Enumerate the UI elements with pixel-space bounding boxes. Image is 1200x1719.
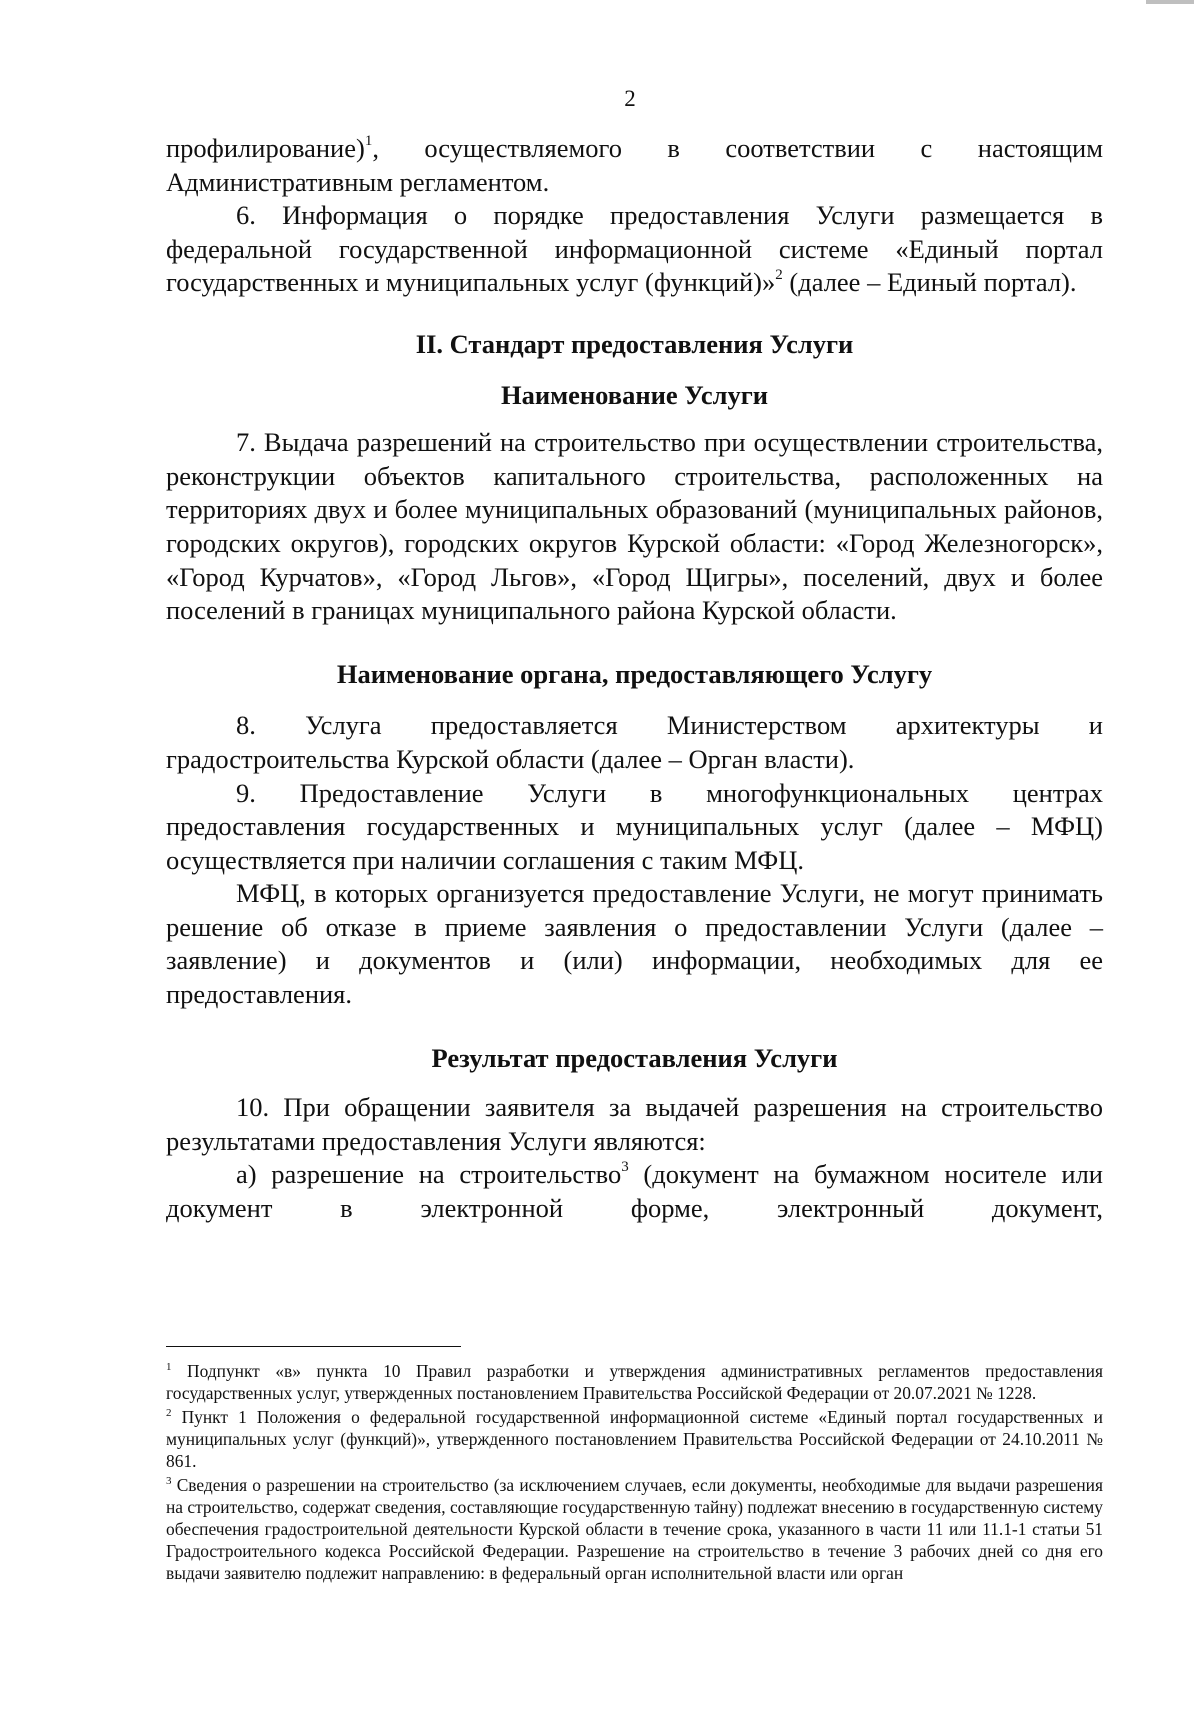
subsection-heading-authority: Наименование органа, предоставляющего Услугу — [336, 658, 933, 689]
footnote-ref-1: 1 — [364, 133, 373, 149]
footnote-text: Сведения о разрешении на строительство (за исключением случаев, если документы, необходимые для выдачи разрешения на строительство, содержат сведения, составляющие государственную тайну) подлежат внесению в государственную систему обеспечения градостроительной деятельности Курской области в течение срока, указанного в части 11 или 11.1-1 статьи 51 Градостроительного кодекса Российской Федерации. Разрешение на строительство в течение 3 рабочих дней со дня его выдачи заявителю подлежит направлению: в федеральный орган исполнительной власти или орган — [166, 1475, 1103, 1583]
footnote-mark: 1 — [166, 1361, 172, 1373]
footnote-mark: 2 — [166, 1407, 172, 1419]
paragraph-10: 10. При обращении заявителя за выдачей разрешения на строительство результатами предоставления Услуги являются: — [166, 1092, 1103, 1156]
paragraph-7: 7. Выдача разрешений на строительство при осуществлении строительства, реконструкции объектов капитального строительства, расположенных на территориях двух и более муниципальных образований (муниципальных районов, городских округов), городских округов Курской области: «Город Железногорск», «Город Курчатов», «Город Льгов», «Город Щигры», поселений, двух и более поселений в границах муниципального района Курской области. — [166, 427, 1103, 626]
paragraph-text: (далее – Единый портал). — [782, 267, 1077, 298]
footnotes — [166, 1360, 1103, 1586]
paragraph-text: а) разрешение на строительство — [236, 1159, 622, 1190]
scan-edge-mark — [1146, 0, 1194, 4]
paragraph-text: (документ на бумажном носителе или документ в электронной форме, электронный документ, — [166, 1159, 1103, 1224]
footnote-ref-3: 3 — [621, 1159, 629, 1176]
footnote-3 — [166, 1474, 1103, 1584]
paragraph-5-continuation — [166, 132, 1103, 199]
footnote-1 — [166, 1360, 1103, 1404]
footnote-separator — [166, 1346, 461, 1347]
section-heading: II. Стандарт предоставления Услуги — [415, 328, 854, 359]
footnote-2 — [166, 1406, 1103, 1472]
footnote-ref-2: 2 — [775, 267, 783, 284]
paragraph-text: , осуществляемого в соответствии с настоящим Административным регламентом. — [166, 133, 1103, 197]
subsection-heading-result: Результат предоставления Услуги — [431, 1042, 838, 1073]
paragraph-text: профилирование) — [166, 133, 365, 163]
paragraph-6 — [166, 199, 1103, 300]
footnote-text: Пункт 1 Положения о федеральной государственной информационной системе «Единый портал государственных и муниципальных услуг (функций)», утвержденного постановлением Правительства Российской Федерации от 24.10.2011 № 861. — [166, 1407, 1103, 1471]
footnote-text: Подпункт «в» пункта 10 Правил разработки и утверждения административных регламентов предоставления государственных услуг, утвержденных постановлением Правительства Российской Федерации от 20.07.2021 № 1228. — [166, 1361, 1103, 1403]
subsection-heading-service-name: Наименование Услуги — [500, 379, 769, 410]
document-body — [166, 132, 1103, 1226]
footnote-mark: 3 — [166, 1475, 172, 1487]
paragraph-10a — [166, 1158, 1103, 1225]
paragraph-8: 8. Услуга предоставляется Министерством архитектуры и градостроительства Курской области (далее – Орган власти). — [166, 710, 1103, 774]
paragraph-9: 9. Предоставление Услуги в многофункциональных центрах предоставления государственных и муниципальных услуг (далее – МФЦ) осуществляется при наличии соглашения с таким МФЦ. — [166, 777, 1103, 875]
paragraph-text: 6. Информация о порядке предоставления Услуги размещается в федеральной государственной информационной системе «Единый портал государственных и муниципальных услуг (функций)» — [166, 200, 1103, 298]
paragraph-9-second: МФЦ, в которых организуется предоставление Услуги, не могут принимать решение об отказе в приеме заявления о предоставлении Услуги (далее – заявление) и документов и (или) информации, необходимых для ее предоставления. — [166, 878, 1103, 1010]
page-number: 2 — [624, 86, 636, 111]
